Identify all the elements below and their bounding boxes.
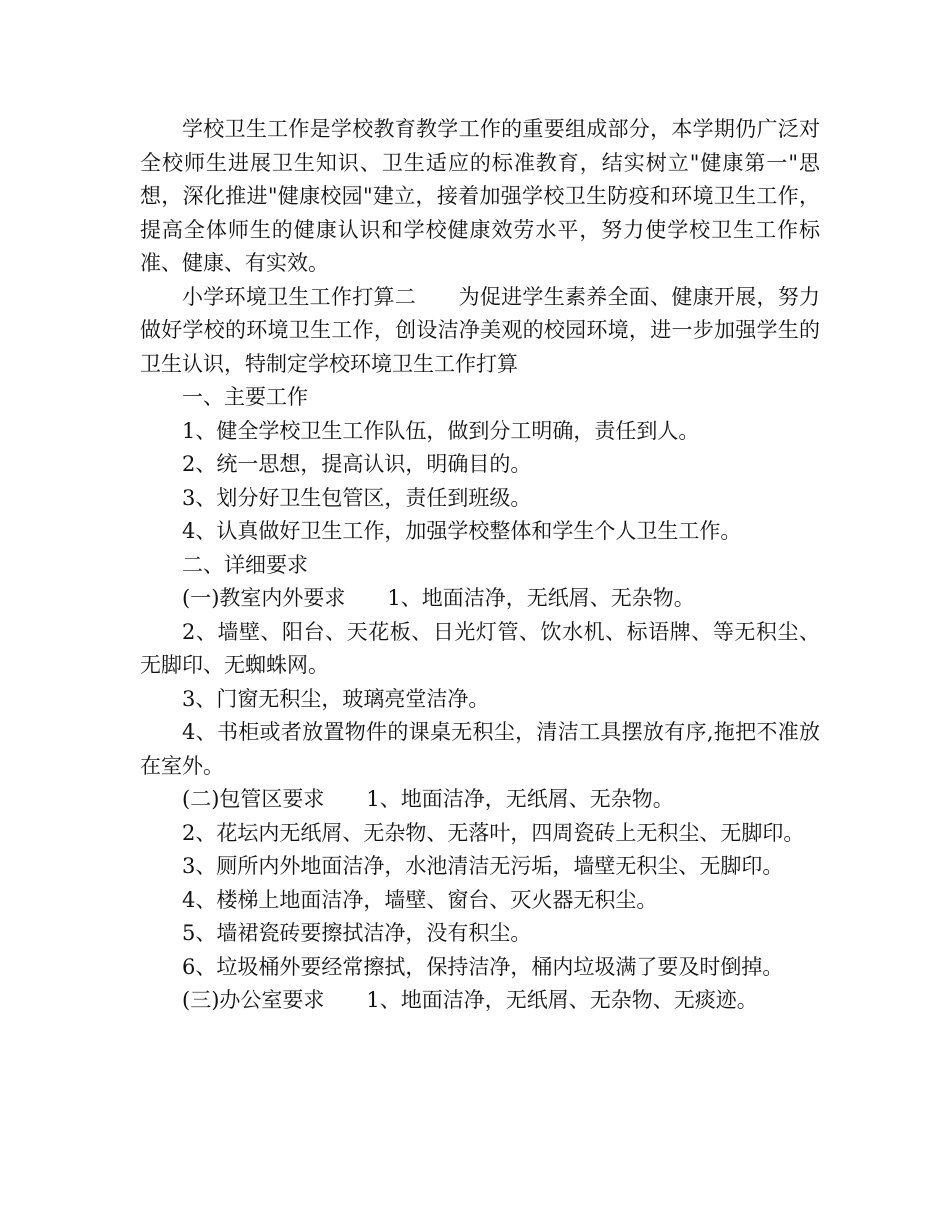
list-item-main-1: 1、健全学校卫生工作队伍，做到分工明确，责任到人。 xyxy=(182,418,700,443)
list-item-classroom-4: 4、书柜或者放置物件的课桌无积尘，清洁工具摆放有序,拖把不准放在室外。 xyxy=(140,720,820,778)
heading-detailed-requirements: 二、详细要求 xyxy=(182,552,308,577)
list-item-main-2: 2、统一思想，提高认识，明确目的。 xyxy=(182,452,532,476)
section-classroom-requirements: (一)教室内外要求 1、地面洁净，无纸屑、无杂物。 xyxy=(182,586,695,610)
list-item-classroom-2: 2、墙壁、阳台、天花板、日光灯管、饮水机、标语牌、等无积尘、无脚印、无蜘蛛网。 xyxy=(140,619,820,677)
document-body xyxy=(140,113,820,1018)
section-office-requirements: (三)办公室要求 1、地面洁净，无纸屑、无杂物、无痰迹。 xyxy=(182,988,758,1012)
list-item-main-4: 4、认真做好卫生工作，加强学校整体和学生个人卫生工作。 xyxy=(182,519,742,543)
section-area-requirements: (二)包管区要求 1、地面洁净，无纸屑、无杂物。 xyxy=(182,787,674,811)
list-item-classroom-3: 3、门窗无积尘，玻璃亮堂洁净。 xyxy=(182,686,490,711)
list-item-area-3: 3、厕所内外地面洁净，水池清洁无污垢，墙壁无积尘、无脚印。 xyxy=(182,854,784,878)
heading-main-work: 一、主要工作 xyxy=(182,385,308,409)
list-item-area-4: 4、楼梯上地面洁净，墙壁、窗台、灭火器无积尘。 xyxy=(182,887,658,912)
paragraph-intro: 学校卫生工作是学校教育教学工作的重要组成部分，本学期仍广泛对全校师生进展卫生知识、卫生适应的标准教育，结实树立"健康第一"思想，深化推进"健康校园"建立，接着加强学校卫生防疫和环境卫生工作，提高全体师生的健康认识和学校健康效劳水平，努力使学校卫生工作标准、健康、有实效。 xyxy=(140,117,820,275)
list-item-area-2: 2、花坛内无纸屑、无杂物、无落叶，四周瓷砖上无积尘、无脚印。 xyxy=(182,820,805,845)
paragraph-plan-two: 小学环境卫生工作打算二 为促进学生素养全面、健康开展，努力做好学校的环境卫生工作，创设洁净美观的校园环境，进一步加强学生的卫生认识，特制定学校环境卫生工作打算 xyxy=(140,284,820,376)
list-item-main-3: 3、划分好卫生包管区，责任到班级。 xyxy=(182,485,532,510)
list-item-area-5: 5、墙裙瓷砖要擦拭洁净，没有积尘。 xyxy=(182,921,532,945)
list-item-area-6: 6、垃圾桶外要经常擦拭，保持洁净，桶内垃圾满了要及时倒掉。 xyxy=(182,954,784,979)
